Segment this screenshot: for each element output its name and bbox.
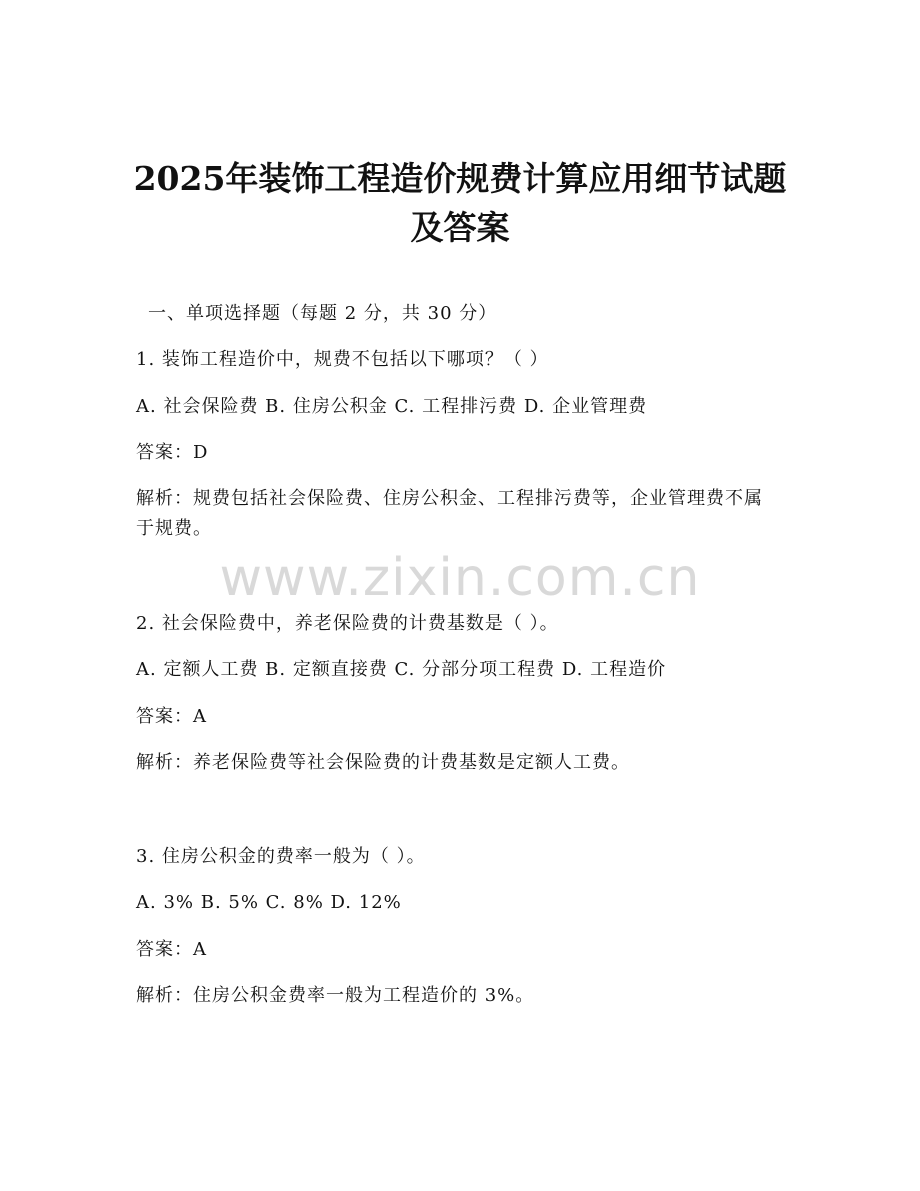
watermark-text: www.zixin.com.cn — [219, 548, 701, 608]
question-1-answer: 答案：D — [136, 442, 209, 463]
question-3-options: A. 3% B. 5% C. 8% D. 12% — [136, 892, 402, 913]
document-title-line-2: 及答案 — [410, 208, 510, 247]
question-3-analysis: 解析：住房公积金费率一般为工程造价的 3%。 — [136, 985, 535, 1006]
question-1-options: A. 社会保险费 B. 住房公积金 C. 工程排污费 D. 企业管理费 — [136, 396, 648, 417]
question-1-stem: 1. 装饰工程造价中，规费不包括以下哪项？（ ） — [136, 349, 549, 370]
question-2-options: A. 定额人工费 B. 定额直接费 C. 分部分项工程费 D. 工程造价 — [136, 659, 667, 680]
section-heading: 一、单项选择题（每题 2 分，共 30 分） — [148, 303, 498, 324]
question-2-answer: 答案：A — [136, 706, 207, 727]
question-2-stem: 2. 社会保险费中，养老保险费的计费基数是（ ）。 — [136, 613, 559, 634]
question-1-analysis: 解析：规费包括社会保险费、住房公积金、工程排污费等，企业管理费不属于规费。 — [136, 488, 763, 539]
question-3-stem: 3. 住房公积金的费率一般为（ ）。 — [136, 846, 426, 867]
question-2-analysis: 解析：养老保险费等社会保险费的计费基数是定额人工费。 — [136, 752, 630, 773]
document-title-line-1: 2025年装饰工程造价规费计算应用细节试题 — [133, 159, 787, 198]
question-3-answer: 答案：A — [136, 939, 207, 960]
